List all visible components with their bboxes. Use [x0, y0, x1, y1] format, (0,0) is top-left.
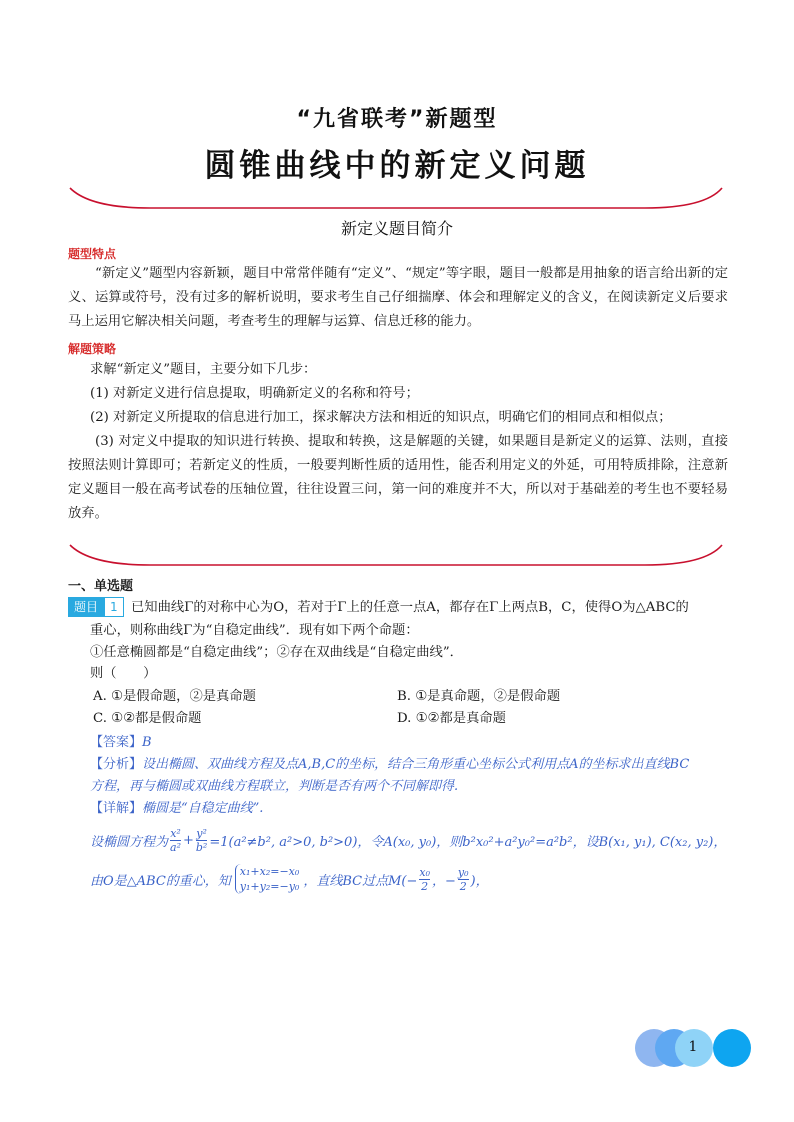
fraction-x2-a2	[170, 827, 181, 854]
fraction-y0-2	[458, 866, 469, 893]
frac-num: x₀	[419, 865, 430, 879]
centroid-prefix: 由O是△ABC的重心，知	[90, 873, 231, 889]
answer-tag: 【答案】	[90, 735, 143, 750]
frac-den: 2	[459, 879, 467, 893]
features-label: 题型特点	[68, 247, 117, 261]
analysis-line-2: 方程，再与椭圆或双曲线方程联立，判断是否有两个不同解即得.	[90, 779, 459, 794]
detail-line-1	[90, 798, 263, 819]
top-curve-divider	[0, 180, 794, 220]
fraction-x0-2	[419, 866, 430, 893]
question-badge-number: 1	[104, 597, 124, 617]
system-line-1: x₁+x₂=−x₀	[239, 865, 300, 878]
centroid-line	[90, 862, 489, 896]
system-line-2: y₁+y₂=−y₀	[239, 880, 300, 893]
analysis-text-1: 设出椭圆、双曲线方程及点A,B,C的坐标，结合三角形重心坐标公式利用点A的坐标求出直线BC	[142, 757, 690, 772]
page-subtitle: “九省联考”新题型	[296, 107, 498, 132]
question-line-4: 则（ ）	[90, 666, 157, 681]
features-paragraph: “新定义”题型内容新颖，题目中常常伴随有“定义”、“规定”等字眼，题目一般都是用抽象的语言给出新的定义、运算或符号，没有过多的解析说明，要求考生自己仔细揣摩、体会和理解定义的含义，在阅读新定义后要求马上运用它解决相关问题，考查考生的理解与运算、信息迁移的能力。	[68, 266, 728, 329]
strategy-label: 解题策略	[68, 342, 117, 356]
page-number: 1	[688, 1039, 698, 1055]
analysis-tag: 【分析】	[90, 757, 143, 772]
eq-rest: =1(a²≠b², a²>0, b²>0)，令A(x₀, y₀)，则b²x₀²+a²y₀²=a²b²，设B(x₁, y₁), C(x₂, y₂)，	[209, 834, 727, 850]
answer-line	[90, 732, 152, 753]
fraction-y2-b2	[196, 827, 207, 854]
eq-prefix: 设椭圆方程为	[90, 834, 169, 850]
section-heading: 新定义题目简介	[340, 219, 453, 238]
answer-value: B	[142, 735, 152, 750]
strategy-step-3: (3) 对定义中提取的知识进行转换、提取和转换，这是解题的关键，如果题目是新定义的运算、法则，直接按照法则计算即可；若新定义的性质，一般要判断性质的适用性，能否利用定义的外延，可用特质排除，注意新定义题目一般在高考试卷的压轴位置，往往设置三问，第一问的难度并不大，所以对于基础差的考生也不要轻易放弃。	[68, 434, 728, 521]
frac-den: a²	[170, 840, 181, 854]
question-line-1: 已知曲线Γ的对称中心为O，若对于Γ上的任意一点A，都存在Γ上两点B，C，使得O为△ABC的	[131, 600, 689, 615]
detail-tag: 【详解】	[90, 801, 143, 816]
page-dot-right	[713, 1029, 751, 1067]
choice-d: D. ①②都是真命题	[397, 711, 506, 726]
equation-system	[235, 864, 300, 894]
eq-plus: +	[182, 832, 194, 848]
section-title-single-choice: 一、单选题	[68, 579, 134, 594]
strategy-intro: 求解“新定义”题目，主要分如下几步：	[90, 362, 317, 377]
frac-num: x²	[170, 826, 181, 840]
frac-num: y₀	[457, 865, 469, 879]
page-title: 圆锥曲线中的新定义问题	[204, 148, 590, 184]
frac-num: y²	[196, 826, 207, 840]
question-badge	[68, 597, 124, 617]
strategy-step-1: (1) 对新定义进行信息提取，明确新定义的名称和符号；	[90, 386, 419, 401]
choice-a: A. ①是假命题，②是真命题	[93, 689, 256, 704]
choice-c: C. ①②都是假命题	[93, 711, 202, 726]
detail-text-1: 椭圆是“自稳定曲线”.	[142, 801, 264, 816]
question-badge-label: 题目	[68, 597, 104, 617]
m-comma: ，−	[431, 873, 456, 889]
bottom-curve-divider	[0, 533, 794, 573]
strategy-step-2: (2) 对新定义所提取的信息进行加工，探求解决方法和相近的知识点，明确它们的相同点和相似点；	[90, 410, 672, 425]
analysis-line-1	[90, 754, 689, 775]
frac-den: b²	[195, 840, 208, 854]
frac-den: 2	[421, 879, 429, 893]
choice-b: B. ①是真命题，②是假命题	[397, 689, 561, 704]
ellipse-equation-line	[90, 823, 726, 857]
centroid-mid: ，直线BC过点M(−	[303, 873, 418, 889]
question-line-3: ①任意椭圆都是“自稳定曲线”；②存在双曲线是“自稳定曲线”．	[90, 645, 463, 660]
question-line-2: 重心，则称曲线Γ为“自稳定曲线”．现有如下两个命题：	[90, 623, 419, 638]
m-close: )，	[470, 873, 489, 889]
